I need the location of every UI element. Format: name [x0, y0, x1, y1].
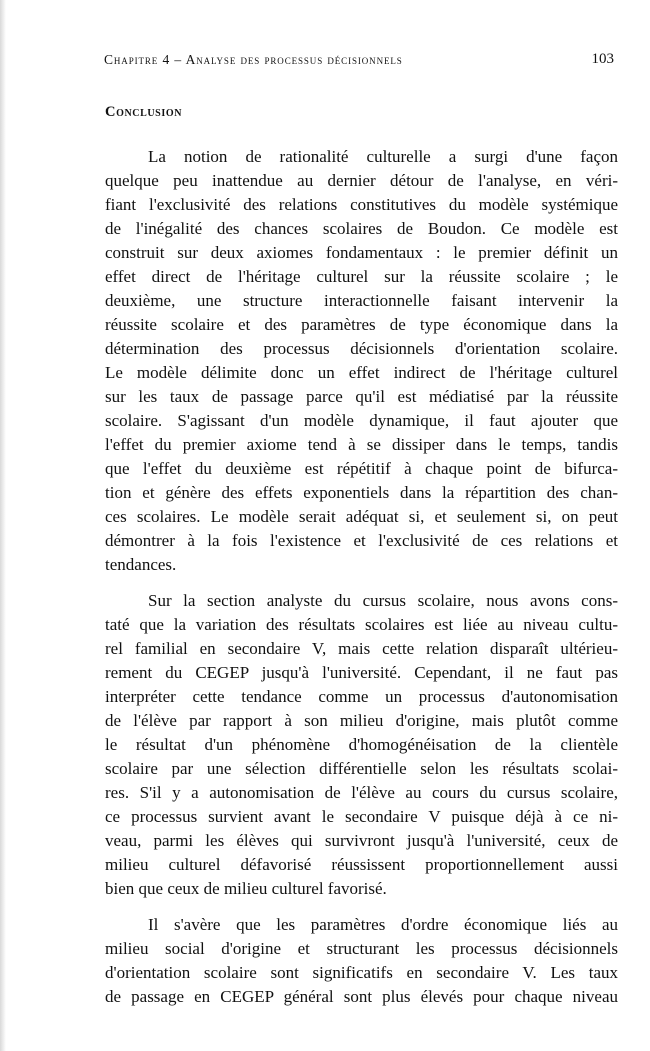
text-line: La notion de rationalité culturelle a surgi d'une façon: [148, 147, 618, 166]
body-text: [105, 145, 618, 1021]
section-heading: Conclusion: [105, 104, 183, 120]
text-line: bien que ceux de milieu culturel favorisé.: [105, 879, 387, 898]
text-line: deuxième, une structure interactionnelle faisant intervenir la: [105, 291, 618, 310]
text-line: taté que la variation des résultats scolaires est liée au niveau cultu-: [105, 615, 618, 634]
text-line: de l'élève par rapport à son milieu d'origine, mais plutôt comme: [105, 711, 618, 730]
text-line: ce processus survient avant le secondaire V puisque déjà à ce ni-: [105, 807, 618, 826]
text-line: construit sur deux axiomes fondamentaux : le premier définit un: [105, 243, 618, 262]
text-line: rel familial en secondaire V, mais cette relation disparaît ultérieu-: [105, 639, 618, 658]
paragraph-1: [105, 145, 618, 577]
text-line: fiant l'exclusivité des relations constitutives du modèle systémique: [105, 195, 618, 214]
text-line: scolaire. S'agissant d'un modèle dynamique, il faut ajouter que: [105, 411, 618, 430]
running-head: [104, 52, 618, 72]
chapter-title: Chapitre 4 – Analyse des processus décisionnels: [104, 52, 403, 67]
text-line: Sur la section analyste du cursus scolaire, nous avons cons-: [148, 591, 618, 610]
text-line: démontrer à la fois l'existence et l'exclusivité de ces relations et: [105, 531, 618, 550]
text-line: Il s'avère que les paramètres d'ordre économique liés au: [148, 915, 618, 934]
page-binding-edge: [0, 0, 6, 1051]
text-line: que l'effet du deuxième est répétitif à chaque point de bifurca-: [105, 459, 618, 478]
text-line: milieu social d'origine et structurant les processus décisionnels: [105, 939, 618, 958]
text-line: le résultat d'un phénomène d'homogénéisation de la clientèle: [105, 735, 618, 754]
text-line: milieu culturel défavorisé réussissent proportionnellement aussi: [105, 855, 618, 874]
page-number: 103: [591, 51, 614, 67]
paragraph-2: [105, 589, 618, 901]
text-line: interpréter cette tendance comme un processus d'autonomisation: [105, 687, 618, 706]
text-line: veau, parmi les élèves qui survivront jusqu'à l'université, ceux de: [105, 831, 618, 850]
text-line: l'effet du premier axiome tend à se dissiper dans le temps, tandis: [105, 435, 618, 454]
text-line: tendances.: [105, 555, 177, 574]
text-line: de l'inégalité des chances scolaires de Boudon. Ce modèle est: [105, 219, 618, 238]
text-line: Le modèle délimite donc un effet indirect de l'héritage culturel: [105, 363, 618, 382]
text-line: ces scolaires. Le modèle serait adéquat si, et seulement si, on peut: [105, 507, 618, 526]
text-line: de passage en CEGEP général sont plus élevés pour chaque niveau: [105, 987, 618, 1006]
text-line: rement du CEGEP jusqu'à l'université. Cependant, il ne faut pas: [105, 663, 618, 682]
text-line: détermination des processus décisionnels d'orientation scolaire.: [105, 339, 618, 358]
text-line: sur les taux de passage parce qu'il est médiatisé par la réussite: [105, 387, 618, 406]
text-line: tion et génère des effets exponentiels dans la répartition des chan-: [105, 483, 618, 502]
text-line: d'orientation scolaire sont significatifs en secondaire V. Les taux: [105, 963, 618, 982]
text-line: quelque peu inattendue au dernier détour de l'analyse, en véri-: [105, 171, 618, 190]
text-line: effet direct de l'héritage culturel sur la réussite scolaire ; le: [105, 267, 618, 286]
paragraph-3: [105, 913, 618, 1009]
text-line: réussite scolaire et des paramètres de type économique dans la: [105, 315, 618, 334]
text-line: res. S'il y a autonomisation de l'élève au cours du cursus scolaire,: [105, 783, 618, 802]
text-line: scolaire par une sélection différentielle selon les résultats scolai-: [105, 759, 618, 778]
